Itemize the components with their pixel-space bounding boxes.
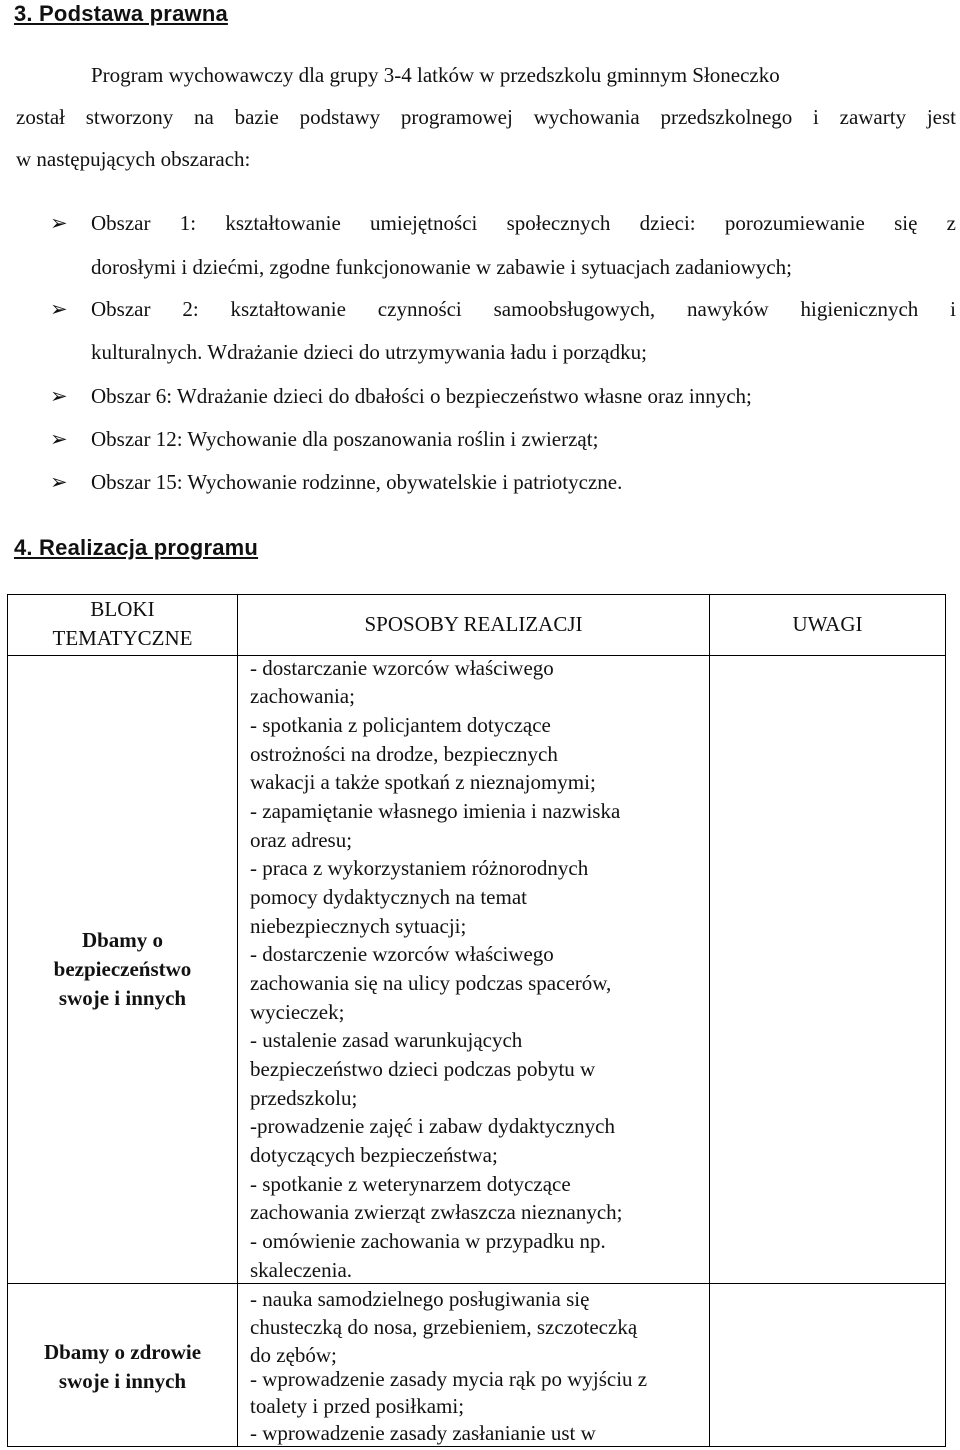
- row-1-method-line: zachowania;: [250, 684, 355, 708]
- table-border-top: [7, 594, 946, 595]
- row-1-method-line: ostrożności na drodze, bezpiecznych: [250, 742, 558, 766]
- intro-line-2: został stworzony na bazie podstawy programowej wychowania przedszkolnego i zawarty jest: [16, 105, 956, 129]
- row-1-method-line: bezpieczeństwo dzieci podczas pobytu w: [250, 1057, 596, 1081]
- row-2-block-line-1: Dbamy o zdrowie: [43, 1340, 202, 1364]
- bullet-2-line-2: kulturalnych. Wdrażanie dzieci do utrzymywania ładu i porządku;: [91, 340, 647, 364]
- table-border-bottom: [7, 1446, 946, 1447]
- row-1-method-line: pomocy dydaktycznych na temat: [250, 885, 527, 909]
- header-blocks-line-1: BLOKI: [90, 597, 155, 621]
- row-2-method-line: chusteczką do nosa, grzebieniem, szczoteczką: [250, 1315, 638, 1339]
- header-notes: UWAGI: [792, 612, 863, 636]
- row-2-method-line: do zębów;: [250, 1343, 337, 1367]
- row-1-method-line: - omówienie zachowania w przypadku np.: [250, 1229, 606, 1253]
- row-1-method-line: - spotkania z policjantem dotyczące: [250, 713, 551, 737]
- row-1-method-line: - dostarczanie wzorców właściwego: [250, 656, 554, 680]
- table-col-divider-2: [709, 594, 710, 1447]
- row-1-method-line: wakacji a także spotkań z nieznajomymi;: [250, 770, 596, 794]
- row-1-method-line: wycieczek;: [250, 1000, 345, 1024]
- arrow-bullet-icon: ➢: [50, 384, 68, 408]
- header-blocks-line-2: TEMATYCZNE: [52, 626, 193, 650]
- row-2-method-line: toalety i przed posiłkami;: [250, 1394, 465, 1418]
- row-1-block-line-3: swoje i innych: [58, 986, 187, 1010]
- row-1-method-line: - dostarczenie wzorców właściwego: [250, 942, 554, 966]
- row-1-method-line: - praca z wykorzystaniem różnorodnych: [250, 856, 589, 880]
- row-1-method-line: zachowania się na ulicy podczas spacerów,: [250, 971, 612, 995]
- bullet-1-line-1: Obszar 1: kształtowanie umiejętności społecznych dzieci: porozumiewanie się z: [91, 211, 956, 235]
- row-1-method-line: oraz adresu;: [250, 828, 353, 852]
- intro-line-3: w następujących obszarach:: [16, 147, 251, 171]
- bullet-5-line-1: Obszar 15: Wychowanie rodzinne, obywatelskie i patriotyczne.: [91, 470, 623, 494]
- row-1-method-line: zachowania zwierząt zwłaszcza nieznanych;: [250, 1200, 623, 1224]
- bullet-1-line-2: dorosłymi i dziećmi, zgodne funkcjonowanie w zabawie i sytuacjach zadaniowych;: [91, 255, 792, 279]
- row-1-method-line: przedszkolu;: [250, 1086, 358, 1110]
- arrow-bullet-icon: ➢: [50, 211, 68, 235]
- arrow-bullet-icon: ➢: [50, 470, 68, 494]
- bullet-4-line-1: Obszar 12: Wychowanie dla poszanowania roślin i zwierząt;: [91, 427, 599, 451]
- row-1-method-line: - zapamiętanie własnego imienia i nazwiska: [250, 799, 621, 823]
- arrow-bullet-icon: ➢: [50, 427, 68, 451]
- row-2-block-line-2: swoje i innych: [58, 1369, 187, 1393]
- intro-line-1: Program wychowawczy dla grupy 3-4 latków w przedszkolu gminnym Słoneczko: [91, 63, 780, 87]
- row-1-method-line: dotyczących bezpieczeństwa;: [250, 1143, 498, 1167]
- row-1-method-line: - ustalenie zasad warunkujących: [250, 1028, 523, 1052]
- row-2-method-line: - wprowadzenie zasady mycia rąk po wyjściu z: [250, 1367, 648, 1391]
- header-methods: SPOSOBY REALIZACJI: [364, 612, 583, 636]
- section-heading-4: 4. Realizacja programu: [14, 535, 259, 560]
- section-heading-3: 3. Podstawa prawna: [14, 1, 228, 26]
- row-1-method-line: niebezpiecznych sytuacji;: [250, 914, 467, 938]
- arrow-bullet-icon: ➢: [50, 297, 68, 321]
- table-col-divider-1: [237, 594, 238, 1447]
- bullet-3-line-1: Obszar 6: Wdrażanie dzieci do dbałości o bezpieczeństwo własne oraz innych;: [91, 384, 752, 408]
- table-border-left: [7, 594, 8, 1447]
- row-2-method-line: - nauka samodzielnego posługiwania się: [250, 1287, 590, 1311]
- row-1-block-line-1: Dbamy o: [81, 928, 164, 952]
- row-2-method-line: - wprowadzenie zasady zasłanianie ust w: [250, 1421, 596, 1445]
- table-border-right: [945, 594, 946, 1447]
- row-1-method-line: skaleczenia.: [250, 1258, 353, 1282]
- row-1-method-line: -prowadzenie zajęć i zabaw dydaktycznych: [250, 1114, 615, 1138]
- row-1-method-line: - spotkanie z weterynarzem dotyczące: [250, 1172, 571, 1196]
- table-row-divider: [7, 1283, 946, 1284]
- row-1-block-line-2: bezpieczeństwo: [53, 957, 192, 981]
- bullet-2-line-1: Obszar 2: kształtowanie czynności samoobsługowych, nawyków higienicznych i: [91, 297, 956, 321]
